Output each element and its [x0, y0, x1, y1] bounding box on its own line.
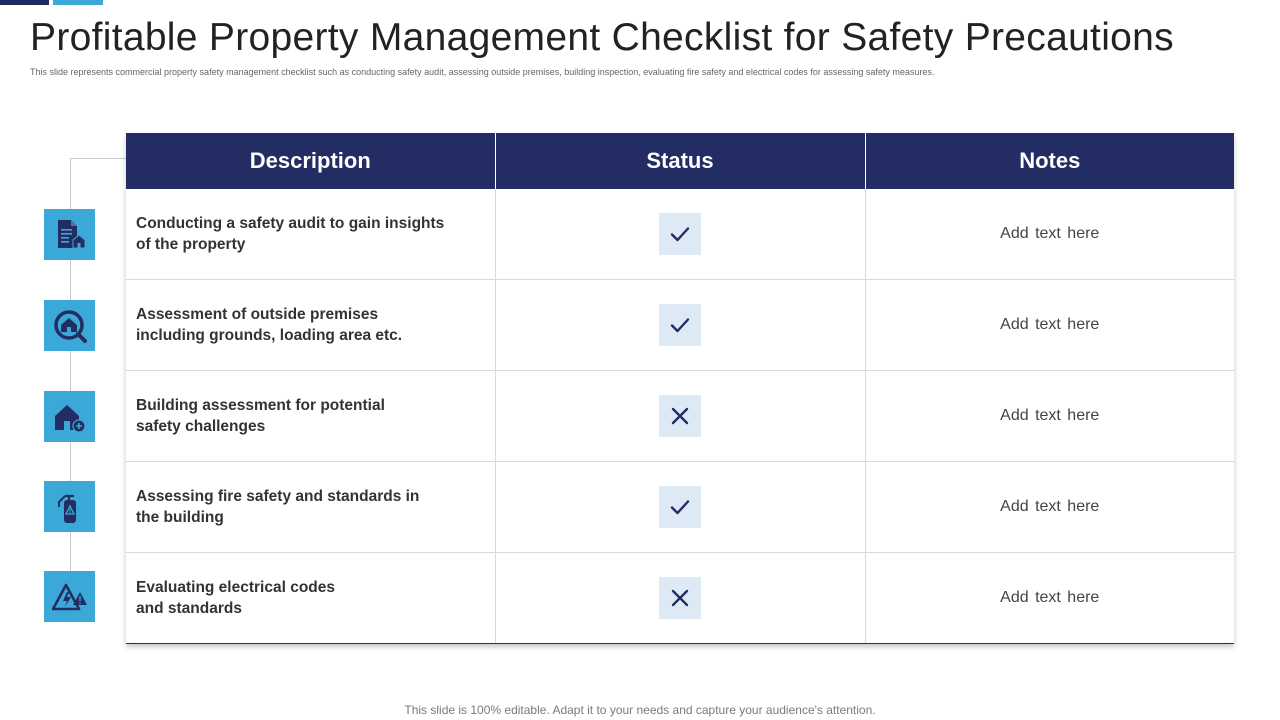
notes-cell[interactable]: Add text here — [865, 280, 1234, 371]
cross-icon — [666, 584, 694, 612]
description-line: Conducting a safety audit to gain insights — [136, 215, 445, 232]
notes-cell[interactable]: Add text here — [865, 189, 1234, 280]
description-line: and standards — [136, 600, 242, 617]
document-house-icon — [44, 209, 95, 260]
slide-title: Profitable Property Management Checklist for Safety Precautions — [30, 16, 1174, 59]
status-cell — [495, 280, 865, 371]
table-row — [126, 280, 1234, 371]
status-checkbox[interactable] — [659, 304, 701, 346]
notes-cell[interactable]: Add text here — [865, 553, 1234, 644]
description-line: Evaluating electrical codes — [136, 579, 336, 596]
description-cell — [126, 462, 495, 553]
status-cell — [495, 371, 865, 462]
table-row — [126, 371, 1234, 462]
notes-cell[interactable]: Add text here — [865, 371, 1234, 462]
table-header-row — [126, 133, 1234, 189]
description-line: the building — [136, 509, 224, 526]
status-cell — [495, 553, 865, 644]
cross-icon — [666, 402, 694, 430]
accent-bar-light — [53, 0, 103, 5]
checkmark-icon — [666, 311, 694, 339]
description-line: Assessing fire safety and standards in — [136, 488, 420, 505]
description-cell — [126, 371, 495, 462]
status-checkbox[interactable] — [659, 395, 701, 437]
slide-subtitle: This slide represents commercial property safety management checklist such as conducting safety audit, assessing outside premises, building inspection, evaluating fire safety and electrical codes for assessing safety measures. — [30, 67, 935, 77]
table-row — [126, 189, 1234, 280]
connector-line-horizontal — [70, 158, 127, 159]
checkmark-icon — [666, 220, 694, 248]
description-cell — [126, 553, 495, 644]
table-row — [126, 462, 1234, 553]
column-header-status: Status — [495, 133, 865, 189]
status-cell — [495, 189, 865, 280]
description-line: Building assessment for potential — [136, 397, 385, 414]
house-magnifier-icon — [44, 300, 95, 351]
description-line: Assessment of outside premises — [136, 306, 379, 323]
safety-checklist-table — [126, 133, 1234, 644]
fire-extinguisher-icon — [44, 481, 95, 532]
notes-cell[interactable]: Add text here — [865, 462, 1234, 553]
description-cell — [126, 280, 495, 371]
status-cell — [495, 462, 865, 553]
table-row — [126, 553, 1234, 644]
status-checkbox[interactable] — [659, 486, 701, 528]
status-checkbox[interactable] — [659, 213, 701, 255]
description-cell — [126, 189, 495, 280]
house-add-icon — [44, 391, 95, 442]
column-header-notes: Notes — [865, 133, 1234, 189]
description-line: of the property — [136, 236, 246, 253]
checkmark-icon — [666, 493, 694, 521]
column-header-description: Description — [126, 133, 495, 189]
accent-bar-dark — [0, 0, 49, 5]
electrical-hazard-icon — [44, 571, 95, 622]
description-line: including grounds, loading area etc. — [136, 327, 403, 344]
description-line: safety challenges — [136, 418, 266, 435]
slide-footer-note: This slide is 100% editable. Adapt it to your needs and capture your audience's attention. — [404, 703, 876, 717]
status-checkbox[interactable] — [659, 577, 701, 619]
